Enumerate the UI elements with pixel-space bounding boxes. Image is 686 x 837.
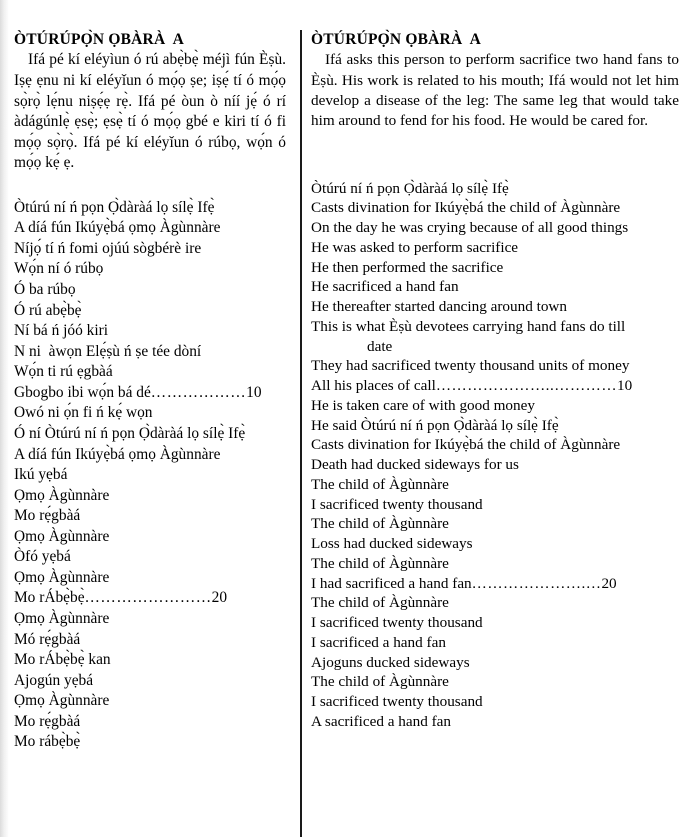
verse-line: Mo rábẹ̀bẹ̀ — [14, 733, 81, 751]
verse-line: This is what Èṣù devotees carrying hand fans do till — [311, 317, 626, 335]
right-column-english — [311, 30, 679, 732]
verse-line: Ọmọ Àgùnnàre — [14, 692, 110, 710]
right-column-title: ÒTÚRÚPỌ̀N ỌBÀRÀ A — [311, 31, 482, 48]
verse-line — [311, 574, 679, 594]
verse-line: He then performed the sacrifice — [311, 258, 504, 276]
left-column-yoruba — [14, 30, 286, 753]
verse-line: Ajoguns ducked sideways — [311, 653, 470, 671]
verse-line: Loss had ducked sideways — [311, 535, 473, 552]
verse-line: Ó rú abẹ̀bẹ̀ — [14, 301, 82, 319]
verse-line: I sacrificed twenty thousand — [311, 693, 483, 710]
verse-line: Òfó yẹbá — [14, 548, 71, 566]
right-column-verse-gap — [311, 132, 679, 179]
verse-line: Death had ducked sideways for us — [311, 456, 519, 473]
verse-line: The child of Àgùnnàre — [311, 554, 449, 572]
left-column-title: ÒTÚRÚPỌ̀N ỌBÀRÀ A — [14, 31, 185, 48]
verse-line: I sacrificed twenty thousand — [311, 614, 483, 631]
verse-line: Wọ́n ti rú ẹgbàá — [14, 363, 113, 381]
verse-line: He thereafter started dancing around town — [311, 298, 567, 315]
verse-line: Ó ní Òtúrú ní ń pọn Ọ̀dàràá lọ sílẹ̀ Ifẹ̀ — [14, 424, 246, 442]
verse-line-text: I had sacrificed a hand fan — [311, 574, 472, 592]
left-column-verse-gap — [14, 174, 286, 198]
verse-line: Casts divination for Ikúyẹ̀bá the child of Àgùnnàre — [311, 199, 621, 217]
verse-line: Mo rẹ́gbàá — [14, 507, 81, 525]
verse-line-number: 10 — [246, 383, 262, 401]
verse-line: He was asked to perform sacrifice — [311, 238, 519, 256]
verse-line: Níjọ́ tí ń fomi ojúú sògbérè ire — [14, 239, 202, 257]
verse-line: Ọmọ Àgùnnàre — [14, 527, 110, 545]
verse-line: They had sacrificed twenty thousand units of money — [311, 357, 630, 375]
verse-line: I sacrificed twenty thousand — [311, 495, 483, 513]
verse-line-text: Mo rÁbẹ̀bẹ̀ — [14, 589, 85, 607]
verse-line: He is taken care of with good money — [311, 396, 535, 414]
verse-line — [14, 588, 286, 609]
verse-line-dot-leader: …………………..………… — [435, 377, 617, 394]
verse-line-dot-leader: …………………… — [84, 589, 212, 607]
verse-line: A díá fún Ikúyẹ̀bá ọmọ Àgùnnàre — [14, 219, 221, 237]
verse-line: Ní bá ń jóó kiri — [14, 322, 109, 340]
verse-line-text: Gbogbo ibi wọ́n bá dé — [14, 383, 151, 401]
verse-line: He sacrificed a hand fan — [311, 278, 459, 296]
verse-line-number: 20 — [601, 574, 617, 592]
verse-line: Ọmọ Àgùnnàre — [14, 486, 110, 504]
verse-line: I sacrificed a hand fan — [311, 633, 446, 651]
verse-line: Òtúrú ní ń pọn Ọ̀dàràá lọ sílẹ̀ Ifẹ̀ — [311, 179, 509, 197]
right-column-intro-paragraph: Ifá asks this person to perform sacrifice two hand fans to Èṣù. His work is related to his mouth; Ifá would not let him develop a disease of the leg: The same leg that would take him around to fend for his food. He would be cared for. — [311, 51, 679, 130]
verse-line: The child of Àgùnnàre — [311, 673, 449, 691]
verse-line: Wọ́n ní ó rúbọ — [14, 260, 104, 278]
verse-line: A díá fún Ikúyẹ̀bá ọmọ Àgùnnàre — [14, 445, 221, 463]
verse-line: Owó ni ọ́n fi ń kẹ́ wọn — [14, 404, 153, 422]
verse-line: On the day he was crying because of all good things — [311, 219, 629, 236]
left-column-intro-paragraph: Ifá pé kí eléyìun ó rú abẹ̀bẹ̀ méjì fún Èṣù. Iṣẹ ẹnu ni kí eléyǐun ó mọ́ọ ṣe; iṣẹ́ tí ó mọ́ọ sọ̀rọ̀ lẹ́nu niṣẹ́ẹ rẹ̀. Ifá pé òun ò níí jẹ́ ó rí àdágúnlẹ̀ ẹsẹ̀; ẹsẹ̀ tí ó mọ́ọ gbé e kiri tí ó fi mọ́ọ sọ̀rọ̀. Ifá pé kí eléyǐun ó rúbọ, wọ́n ó mọ́ọ kẹ́ ẹ. — [14, 51, 286, 172]
verse-line — [14, 383, 286, 404]
verse-line: A sacrificed a hand fan — [311, 712, 451, 730]
verse-line: Ọmọ Àgùnnàre — [14, 568, 110, 586]
verse-line: date — [367, 337, 393, 355]
verse-line: The child of Àgùnnàre — [311, 515, 449, 533]
verse-line: He said Òtúrú ní ń pọn Ọ̀dàràá lọ sílẹ̀ Ifẹ̀ — [311, 416, 559, 434]
verse-line: N ni àwọn Elẹ́ṣù ń ṣe tée dòní — [14, 342, 202, 360]
verse-line: Ó ba rúbọ — [14, 281, 76, 298]
verse-line: Ikú yẹbá — [14, 466, 68, 484]
verse-line: Casts divination for Ikúyẹ̀bá the child of Àgùnnàre — [311, 436, 621, 454]
verse-line — [311, 376, 679, 396]
left-column-verse-lines — [14, 198, 286, 753]
verse-line: Mo rẹ́gbàá — [14, 712, 81, 730]
verse-line: Mo rÁbẹ̀bẹ̀ kan — [14, 651, 111, 669]
verse-line: The child of Àgùnnàre — [311, 475, 449, 493]
verse-line: Òtúrú ní ń pọn Ọ̀dàràá lọ sílẹ̀ Ifẹ̀ — [14, 198, 215, 216]
verse-line: Mó rẹ́gbàá — [14, 630, 81, 648]
verse-line: Ọmọ Àgùnnàre — [14, 610, 110, 627]
scan-edge-shading — [0, 0, 9, 837]
column-divider-rule — [300, 30, 302, 837]
verse-line: The child of Àgùnnàre — [311, 594, 449, 612]
verse-line-dot-leader: ……………… — [150, 383, 247, 401]
verse-line-dot-leader: ………………….… — [471, 574, 602, 592]
verse-line: Ajogún yẹbá — [14, 671, 94, 689]
verse-line-number: 20 — [211, 589, 228, 607]
right-column-verse-lines — [311, 179, 679, 732]
verse-line-text: All his places of call — [311, 377, 436, 394]
verse-line-number: 10 — [617, 377, 633, 394]
